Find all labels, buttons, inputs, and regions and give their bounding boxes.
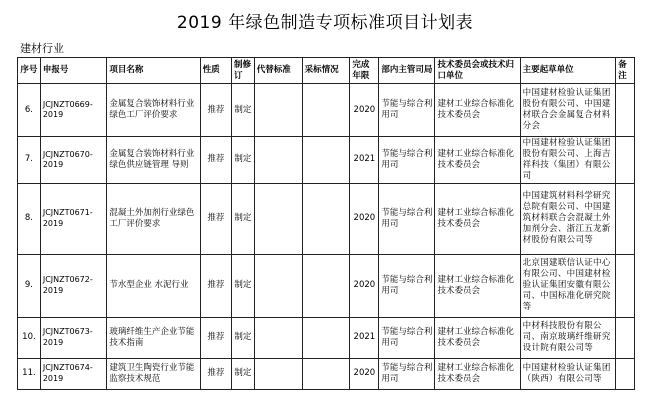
header-revise: 制修订: [231, 58, 254, 84]
cell-adopt: [302, 137, 350, 184]
cell-seq: 6.: [18, 84, 41, 137]
table-header-row: [18, 58, 635, 84]
cell-replace: [254, 84, 302, 137]
cell-code: JCJNZT0670-2019: [40, 137, 106, 184]
cell-dept: 节能与综合利用司: [379, 358, 435, 389]
cell-seq: 9.: [18, 254, 41, 317]
cell-seq: 10.: [18, 317, 41, 358]
cell-committee: 建材工业综合标准化技术委员会: [435, 183, 520, 254]
header-replace: 代替标准: [254, 58, 302, 84]
cell-name: 节水型企业 水泥行业: [107, 254, 200, 317]
header-code: 申报号: [40, 58, 106, 84]
standards-plan-table: [17, 57, 635, 390]
cell-code: JCJNZT0674-2019: [40, 358, 106, 389]
cell-dept: 节能与综合利用司: [379, 137, 435, 184]
cell-year: 2021: [350, 137, 379, 184]
table-row: [18, 183, 635, 254]
cell-code: JCJNZT0671-2019: [40, 183, 106, 254]
cell-year: 2021: [350, 317, 379, 358]
cell-remark: [616, 254, 635, 317]
cell-revise: 制定: [231, 317, 254, 358]
cell-remark: [616, 358, 635, 389]
cell-name: 金属复合装饰材料行业绿色工厂评价要求: [107, 84, 200, 137]
cell-dept: 节能与综合利用司: [379, 84, 435, 137]
page-title: 2019 年绿色制造专项标准项目计划表: [176, 13, 474, 33]
category-label: 建材行业: [20, 42, 64, 55]
cell-nature: 推荐: [200, 317, 231, 358]
table-row: [18, 84, 635, 137]
cell-revise: 制定: [231, 358, 254, 389]
table-row: [18, 254, 635, 317]
cell-code: JCJNZT0673-2019: [40, 317, 106, 358]
cell-dept: 节能与综合利用司: [379, 183, 435, 254]
cell-year: 2020: [350, 358, 379, 389]
cell-remark: [616, 317, 635, 358]
cell-committee: 建材工业综合标准化技术委员会: [435, 84, 520, 137]
cell-committee: 建材工业综合标准化技术委员会: [435, 137, 520, 184]
cell-remark: [616, 84, 635, 137]
cell-replace: [254, 254, 302, 317]
cell-nature: 推荐: [200, 84, 231, 137]
cell-adopt: [302, 183, 350, 254]
cell-replace: [254, 183, 302, 254]
cell-seq: 8.: [18, 183, 41, 254]
cell-nature: 推荐: [200, 358, 231, 389]
header-year: 完成年限: [350, 58, 379, 84]
header-dept: 部内主管司局: [379, 58, 435, 84]
cell-name: 建筑卫生陶瓷行业节能监察技术规范: [107, 358, 200, 389]
cell-nature: 推荐: [200, 183, 231, 254]
cell-revise: 制定: [231, 254, 254, 317]
cell-year: 2020: [350, 183, 379, 254]
cell-code: JCJNZT0669-2019: [40, 84, 106, 137]
header-name: 项目名称: [107, 58, 200, 84]
header-drafters: 主要起草单位: [520, 58, 616, 84]
cell-adopt: [302, 84, 350, 137]
cell-name: 金属复合装饰材料行业绿色供应链管理 导则: [107, 137, 200, 184]
cell-revise: 制定: [231, 183, 254, 254]
cell-drafters: 中国建材检验认证集团股份有限公司、中国建材联合会金属复合材料分会: [520, 84, 616, 137]
table-row: [18, 317, 635, 358]
cell-adopt: [302, 317, 350, 358]
cell-revise: 制定: [231, 84, 254, 137]
cell-remark: [616, 183, 635, 254]
cell-year: 2020: [350, 254, 379, 317]
cell-committee: 建材工业综合标准化技术委员会: [435, 254, 520, 317]
cell-drafters: 中材科技股份有限公司、南京玻璃纤维研究设计院有限公司等: [520, 317, 616, 358]
header-nature: 性质: [200, 58, 231, 84]
cell-drafters: 中国建筑材料科学研究总院有限公司、中国建筑材料联合会混凝土外加剂分会、浙江五龙新材股份有限公司等: [520, 183, 616, 254]
cell-adopt: [302, 254, 350, 317]
cell-revise: 制定: [231, 137, 254, 184]
cell-seq: 11.: [18, 358, 41, 389]
header-committee: 技术委员会或技术归口单位: [435, 58, 520, 84]
header-remark: 备注: [616, 58, 635, 84]
cell-drafters: 北京国建联信认证中心有限公司、中国建材检验认证集团安徽有限公司、中国标准化研究院等: [520, 254, 616, 317]
cell-dept: 节能与综合利用司: [379, 254, 435, 317]
header-adopt: 采标情况: [302, 58, 350, 84]
cell-replace: [254, 358, 302, 389]
cell-remark: [616, 137, 635, 184]
cell-code: JCJNZT0672-2019: [40, 254, 106, 317]
cell-name: 混凝土外加剂行业绿色工厂评价要求: [107, 183, 200, 254]
cell-drafters: 中国建材检验认证集团股份有限公司、上海吉祥科技（集团）有限公司: [520, 137, 616, 184]
cell-seq: 7.: [18, 137, 41, 184]
table-row: [18, 358, 635, 389]
cell-drafters: 中国建材检验认证集团（陕西）有限公司等: [520, 358, 616, 389]
header-seq: 序号: [18, 58, 41, 84]
cell-committee: 建材工业综合标准化技术委员会: [435, 358, 520, 389]
cell-year: 2020: [350, 84, 379, 137]
cell-nature: 推荐: [200, 254, 231, 317]
cell-nature: 推荐: [200, 137, 231, 184]
table-row: [18, 137, 635, 184]
cell-replace: [254, 317, 302, 358]
cell-name: 玻璃纤维生产企业节能技术指南: [107, 317, 200, 358]
cell-dept: 节能与综合利用司: [379, 317, 435, 358]
cell-replace: [254, 137, 302, 184]
cell-committee: 建材工业综合标准化技术委员会: [435, 317, 520, 358]
cell-adopt: [302, 358, 350, 389]
